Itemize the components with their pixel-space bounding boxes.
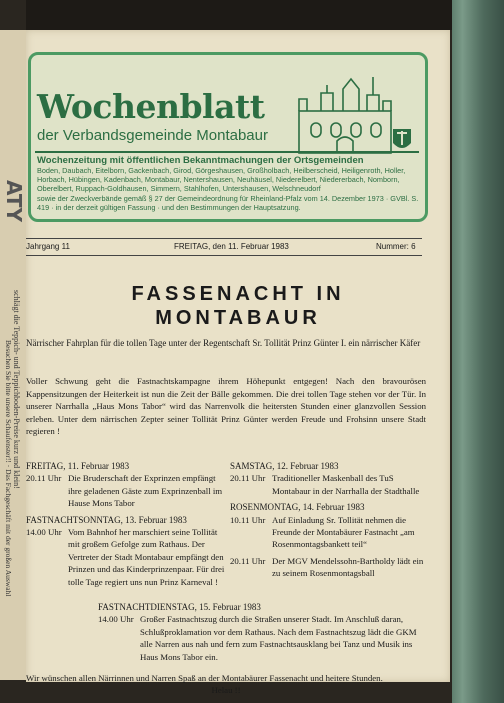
schedule-day-block bbox=[26, 514, 226, 588]
masthead-title: Wochenblatt bbox=[37, 87, 265, 126]
article-headline-line-1: FASSENACHT IN bbox=[131, 283, 345, 305]
event-time: 14.00 Uhr bbox=[26, 527, 62, 538]
book-binding-edge bbox=[452, 0, 504, 703]
schedule-tuesday-block bbox=[98, 601, 418, 663]
adjacent-page-ad-line-1: schlägt die Teppich- und Teppichboden-Preise kurz und klein! bbox=[12, 290, 21, 489]
masthead-subtitle: der Verbandsgemeinde Montabaur bbox=[37, 127, 268, 144]
schedule-day-title: SAMSTAG, 12. Februar 1983 bbox=[230, 461, 339, 471]
article-intro: Voller Schwung geht die Fastnachtskampagne ihrem Höhepunkt entgegen! Nach den bravourösen Kappensitzungen der Heiterkeit ist nun die Zeit der Bälle gekommen. Die drei tollen Tage stehen vor der Tür. In unserer Narrhalla „Haus Mons Tabor“ wird das Narrenvolk die heitersten Stunden einer glanzvollen Session erleben. Unter dem närrischen Zepter seiner Tollität Prinz Günter werden Freude und Frohsinn unsere Stadt regieren ! bbox=[26, 376, 426, 436]
article-headline bbox=[26, 282, 450, 330]
article-subhead: Närrischer Fahrplan für die tollen Tage unter der Regentschaft Sr. Tollität Prinz Günter I. ein närrischer Käfer bbox=[26, 338, 421, 348]
schedule-event bbox=[230, 555, 426, 580]
schedule-day-block bbox=[230, 460, 426, 497]
masthead-info bbox=[37, 155, 421, 212]
schedule-day-title: ROSENMONTAG, 14. Februar 1983 bbox=[230, 502, 365, 513]
schedule-day-title: FREITAG, 11. Februar 1983 bbox=[26, 461, 130, 471]
event-description: Die Bruderschaft der Exprinzen empfängt ihre geladenen Gäste zum Exprinzenball im Hause Mons Tabor bbox=[68, 473, 223, 509]
schedule-event bbox=[26, 526, 226, 588]
schedule-day-block bbox=[26, 460, 226, 510]
issue-volume: Jahrgang 11 bbox=[26, 242, 70, 251]
schedule-day-title: FASTNACHTDIENSTAG, 15. Februar 1983 bbox=[98, 602, 261, 612]
event-description: Auf Einladung Sr. Tollität nehmen die Freunde der Montabäurer Fastnacht „am Rosenmontagsbankett teil“ bbox=[272, 514, 415, 550]
event-description: Vom Bahnhof her marschiert seine Tollität mit großem Gefolge zum Rathaus. Der Vertreter der Stadt Montabaur empfängt den Prinzen und das Kinderprinzenpaar. Für drei tolle Tage regiert uns nun Prinz Karneval ! bbox=[68, 527, 225, 587]
article-closing bbox=[26, 672, 426, 696]
schedule-event bbox=[98, 613, 418, 663]
issue-date: FREITAG, den 11. Februar 1983 bbox=[174, 242, 289, 251]
masthead-legal-notice: sowie der Zweckverbände gemäß § 27 der Gemeindeordnung für Rheinland-Pfalz vom 14. Dezember 1973 · GVBl. S. 419 · in der derzeit gültigen Fassung · und den Bestimmungen der Hauptsatzung. bbox=[37, 194, 419, 212]
event-description: Der MGV Mendelssohn-Bartholdy lädt ein zu seinem Rosenmontagsball bbox=[272, 555, 424, 579]
event-time: 20.11 Uhr bbox=[26, 473, 62, 484]
book-top-edge bbox=[26, 0, 456, 30]
schedule-right-column bbox=[230, 460, 426, 580]
issue-bar bbox=[26, 238, 422, 256]
masthead-divider bbox=[35, 151, 419, 153]
schedule-left-column bbox=[26, 460, 226, 588]
schedule-event bbox=[26, 472, 226, 509]
newspaper-page bbox=[26, 30, 450, 695]
closing-helau: Helau !! bbox=[211, 685, 241, 695]
masthead-headline: Wochenzeitung mit öffentlichen Bekanntmachungen der Ortsgemeinden bbox=[37, 155, 364, 166]
adjacent-page-ad-line-2: Besuchen Sie bitte unsere Schaufenster!! · Das Fachgeschäft mit der großen Auswahl bbox=[4, 340, 13, 597]
schedule-event bbox=[230, 514, 426, 551]
issue-number: Nummer: 6 bbox=[376, 242, 416, 251]
event-description: Großer Fastnachtszug durch die Straßen unserer Stadt. Im Anschluß daran, Schlußproklamation vor dem Rathaus. Nach dem Fastnachtszug lädt die GKM alle Narren aus nah und fern zum Fastnachtsausklang bei Tanz und Musik ins Haus Mons Tabor ein. bbox=[140, 614, 417, 662]
schedule-day-block bbox=[230, 501, 426, 579]
event-time: 20.11 Uhr bbox=[230, 473, 266, 484]
schedule-day-title: FASTNACHTSONNTAG, 13. Februar 1983 bbox=[26, 514, 187, 525]
schedule-event bbox=[230, 472, 426, 497]
event-time: 20.11 Uhr bbox=[230, 555, 266, 566]
event-time: 14.00 Uhr bbox=[98, 614, 134, 625]
masthead bbox=[28, 52, 428, 222]
article-headline-line-2: MONTABAUR bbox=[155, 307, 321, 329]
montabaur-castle-illustration bbox=[293, 73, 413, 155]
adjacent-page-edge bbox=[0, 30, 28, 680]
event-description: Traditioneller Maskenball des TuS Montabaur in der Narrhalla der Stadthalle bbox=[272, 473, 420, 496]
event-time: 10.11 Uhr bbox=[230, 514, 266, 525]
masthead-towns: Boden, Daubach, Eitelborn, Gackenbach, Girod, Görgeshausen, Großholbach, Heilberscheid, Heiligenroth, Holler, Horbach, Hübingen, Kadenbach, Montabaur, Nentershausen, Neuhäusel, Niederelbert, Niedererbach, Nomborn, Oberelbert, Ruppach-Goldhausen, Simmern, Stahlhofen, Untershausen, Welschneudorf bbox=[37, 166, 406, 193]
adjacent-page-large-text: ATY bbox=[2, 180, 26, 223]
closing-wishes: Wir wünschen allen Närrinnen und Narren Spaß an der Montabäurer Fassenacht und heitere Stunden. bbox=[26, 673, 383, 683]
